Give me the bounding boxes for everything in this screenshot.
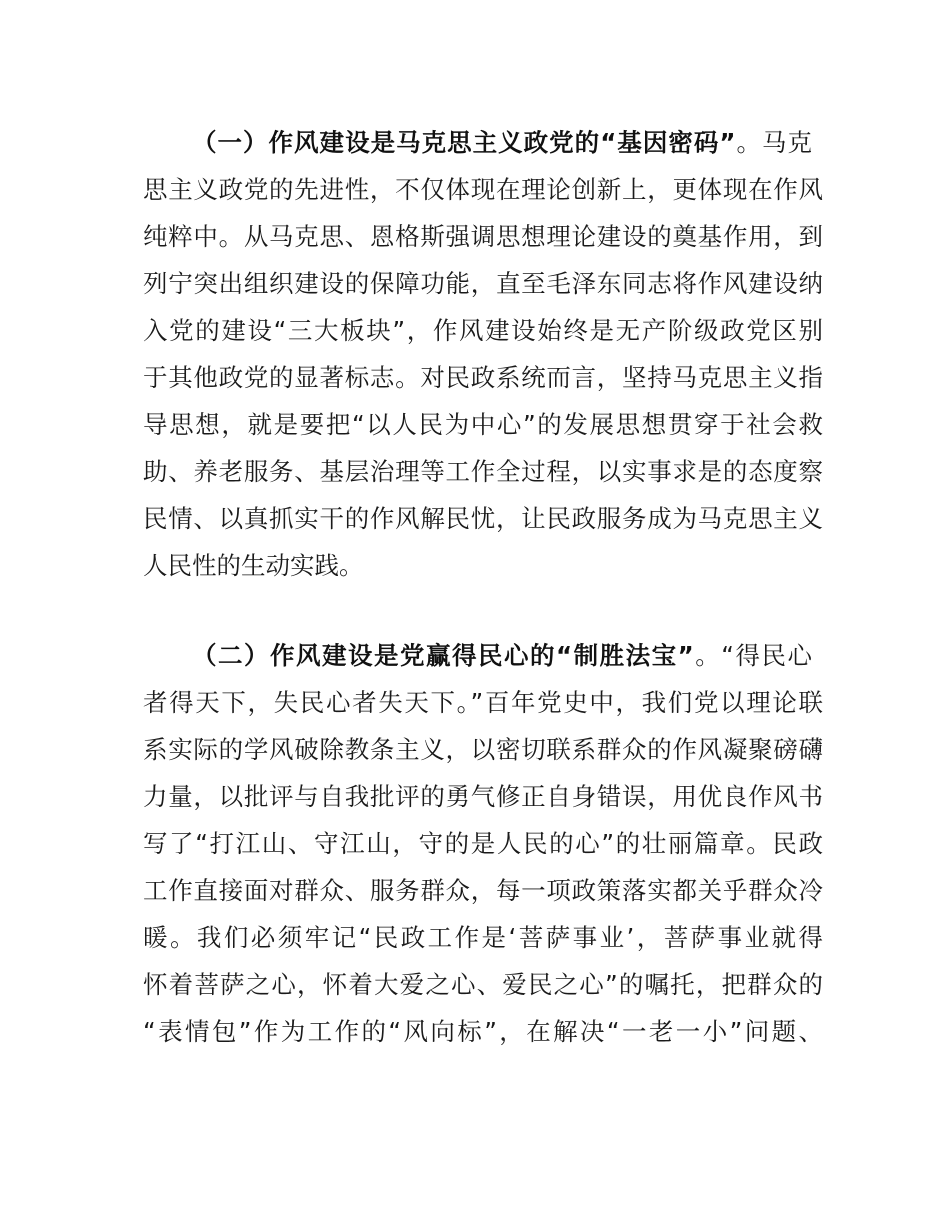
paragraph-2-heading: （二）作风建设是党赢得民心的“制胜法宝” — [192, 641, 694, 670]
paragraph-1-line-2: 纯粹中。从马克思、恩格斯强调思想理论建设的奠基作用，到 — [143, 222, 823, 251]
paragraph-1-line-8: 民情、以真抓实干的作风解民忧，让民政服务成为马克思主义 — [143, 504, 823, 533]
paragraph-1-line-4: 入党的建设“三大板块”，作风建设始终是无产阶级政党区别 — [143, 316, 823, 345]
paragraph-2-line-7: 怀着菩萨之心，怀着大爱之心、爱民之心”的嘱托，把群众的 — [143, 970, 823, 999]
paragraph-1-line-3: 列宁突出组织建设的保障功能，直至毛泽东同志将作风建设纳 — [143, 269, 823, 298]
paragraph-2-line-0: 。“得民心 — [693, 641, 812, 670]
paragraph-2-line-5: 工作直接面对群众、服务群众，每一项政策落实都关乎群众冷 — [143, 876, 823, 905]
paragraph-1-line-7: 助、养老服务、基层治理等工作全过程，以实事求是的态度察 — [143, 457, 823, 486]
paragraph-2-first-line — [192, 633, 812, 679]
paragraph-1-heading: （一）作风建设是马克思主义政党的“基因密码” — [192, 128, 736, 157]
paragraph-1-line-5: 于其他政党的显著标志。对民政系统而言，坚持马克思主义指 — [143, 363, 823, 392]
paragraph-2-line-3: 力量，以批评与自我批评的勇气修正自身错误，用优良作风书 — [143, 782, 823, 811]
paragraph-1-line-6: 导思想，就是要把“以人民为中心”的发展思想贯穿于社会救 — [143, 410, 823, 439]
paragraph-1-line-1: 思主义政党的先进性，不仅体现在理论创新上，更体现在作风 — [143, 175, 823, 204]
paragraph-1-line-9: 人民性的生动实践。 — [143, 551, 364, 580]
paragraph-1-first-line — [192, 120, 812, 166]
paragraph-2-line-4: 写了“打江山、守江山，守的是人民的心”的壮丽篇章。民政 — [143, 829, 823, 858]
paragraph-2-line-2: 系实际的学风破除教条主义，以密切联系群众的作风凝聚磅礴 — [143, 735, 823, 764]
paragraph-2-line-6: 暖。我们必须牢记“民政工作是‘菩萨事业’，菩萨事业就得 — [143, 923, 823, 952]
paragraph-2-line-8: “表情包”作为工作的“风向标”，在解决“一老一小”问题、 — [143, 1017, 823, 1046]
paragraph-1-line-0: 。马克 — [735, 128, 813, 157]
paragraph-2-line-1: 者得天下，失民心者失天下。”百年党史中，我们党以理论联 — [143, 688, 823, 717]
